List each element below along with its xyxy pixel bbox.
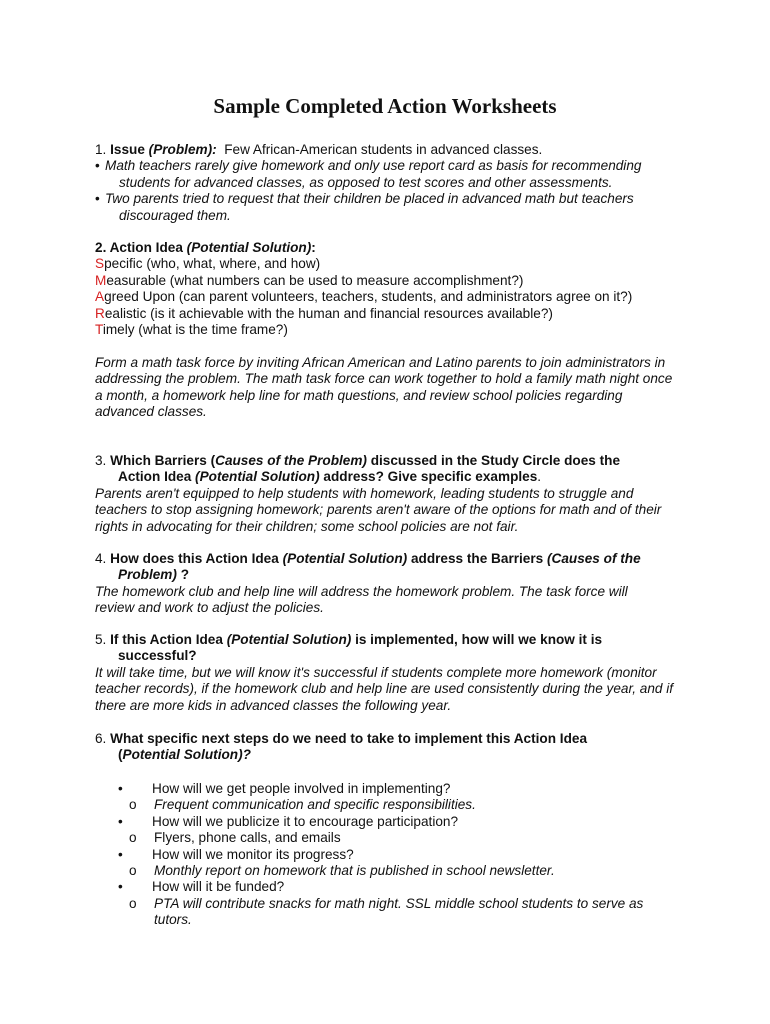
circle-bullet-icon: o xyxy=(129,797,137,813)
smart-item: Specific (who, what, where, and how) xyxy=(95,256,321,272)
issue-bullet: • Math teachers rarely give homework and only use report card as basis for recommending students for advanced classes, as opposed to test scores and other assessments. xyxy=(95,158,642,190)
next-steps-question: 6. What specific next steps do we need to take to implement this Action Idea xyxy=(95,731,588,746)
action-idea-heading: 2. Action Idea (Potential Solution): xyxy=(95,240,316,255)
smart-item: Measurable (what numbers can be used to measure accomplishment?) xyxy=(95,272,524,288)
bullet-dot-icon: • xyxy=(95,191,100,207)
issue-label: Issue xyxy=(110,142,145,157)
list-item: • How will it be funded? xyxy=(118,879,285,895)
smart-item: Agreed Upon (can parent volunteers, teachers, students, and administrators agree on it?) xyxy=(95,289,633,305)
smart-item: Realistic (is it achievable with the human and financial resources available?) xyxy=(95,305,553,321)
issue-text: Few African-American students in advanced classes. xyxy=(224,142,543,157)
circle-bullet-icon: o xyxy=(129,895,137,911)
issue-heading xyxy=(95,142,685,158)
section-barriers: 3. Which Barriers (Causes of the Problem) discussed in the Study Circle does the Action Idea (Potential Solution) address? Give specific examples. Parents aren't equipped to help students with homework, leading students to struggle and teachers to stop assigning homework; parents aren't aware of the options for math and of their rights in advocating for their children; some school policies are not fair. xyxy=(95,453,685,535)
document-title: Sample Completed Action Worksheets xyxy=(213,94,557,118)
section-action-idea xyxy=(95,240,685,338)
bullet-dot-icon: • xyxy=(118,813,123,829)
address-barriers-question: 4. How does this Action Idea (Potential Solution) address the Barriers (Causes of the xyxy=(95,551,641,566)
barriers-question: 3. Which Barriers (Causes of the Problem) discussed in the Study Circle does the xyxy=(95,453,621,468)
section-next-steps: 6. What specific next steps do we need to take to implement this Action Idea (Potential Solution)? xyxy=(95,731,685,764)
circle-bullet-icon: o xyxy=(129,863,137,879)
bullet-dot-icon: • xyxy=(118,879,123,895)
success-answer: It will take time, but we will know it's successful if students complete more homework (monitor teacher records), if the homework club and help line are used consistently during the year, and if there are more kids in advanced classes the following year. xyxy=(95,664,674,713)
action-idea-answer: Form a math task force by inviting African American and Latino parents to join administrators in addressing the problem. The math task force can work together to hold a family math night once a month, a homework help line for math questions, and review school policies regarding advanced classes. xyxy=(95,355,673,420)
next-steps-list xyxy=(107,781,677,929)
smart-item: Timely (what is the time frame?) xyxy=(95,322,288,338)
barriers-answer: Parents aren't equipped to help students with homework, leading students to struggle and teachers to stop assigning homework; parents aren't aware of the options for math and of their rights in advocating for their children; some school policies are not fair. xyxy=(95,485,662,534)
circle-bullet-icon: o xyxy=(129,830,137,846)
list-item: • How will we get people involved in implementing? xyxy=(118,781,451,796)
list-subitem: o Flyers, phone calls, and emails xyxy=(129,830,341,846)
list-item: • How will we publicize it to encourage participation? xyxy=(118,813,459,829)
issue-bullet: • Two parents tried to request that their children be placed in advanced math but teachers discouraged them. xyxy=(95,191,634,223)
issue-number: 1. xyxy=(95,142,107,157)
section-success: 5. If this Action Idea (Potential Solution) is implemented, how will we know it is successful? It will take time, but we will know it's successful if students complete more homework (monitor teacher records), if the homework club and help line are used consistently during the year, and if there are more kids in advanced classes the following year. xyxy=(95,632,685,714)
list-subitem: o Frequent communication and specific responsibilities. xyxy=(129,797,476,813)
issue-label-paren: (Problem): xyxy=(148,142,217,157)
list-item: • How will we monitor its progress? xyxy=(118,846,354,862)
section-issue xyxy=(95,142,685,224)
address-barriers-answer: The homework club and help line will address the homework problem. The task force will review and work to adjust the policies. xyxy=(95,583,628,616)
bullet-dot-icon: • xyxy=(118,846,123,862)
section-address-barriers: 4. How does this Action Idea (Potential Solution) address the Barriers (Causes of the Problem) ? The homework club and help line will address the homework problem. The task force will review and work to adjust the policies. xyxy=(95,551,685,617)
list-subitem: o PTA will contribute snacks for math night. SSL middle school students to serve as tutors. xyxy=(129,895,644,928)
success-question: 5. If this Action Idea (Potential Solution) is implemented, how will we know it is xyxy=(95,632,603,647)
bullet-dot-icon: • xyxy=(95,158,100,174)
list-subitem: o Monthly report on homework that is published in school newsletter. xyxy=(129,863,555,879)
bullet-dot-icon: • xyxy=(118,781,123,796)
